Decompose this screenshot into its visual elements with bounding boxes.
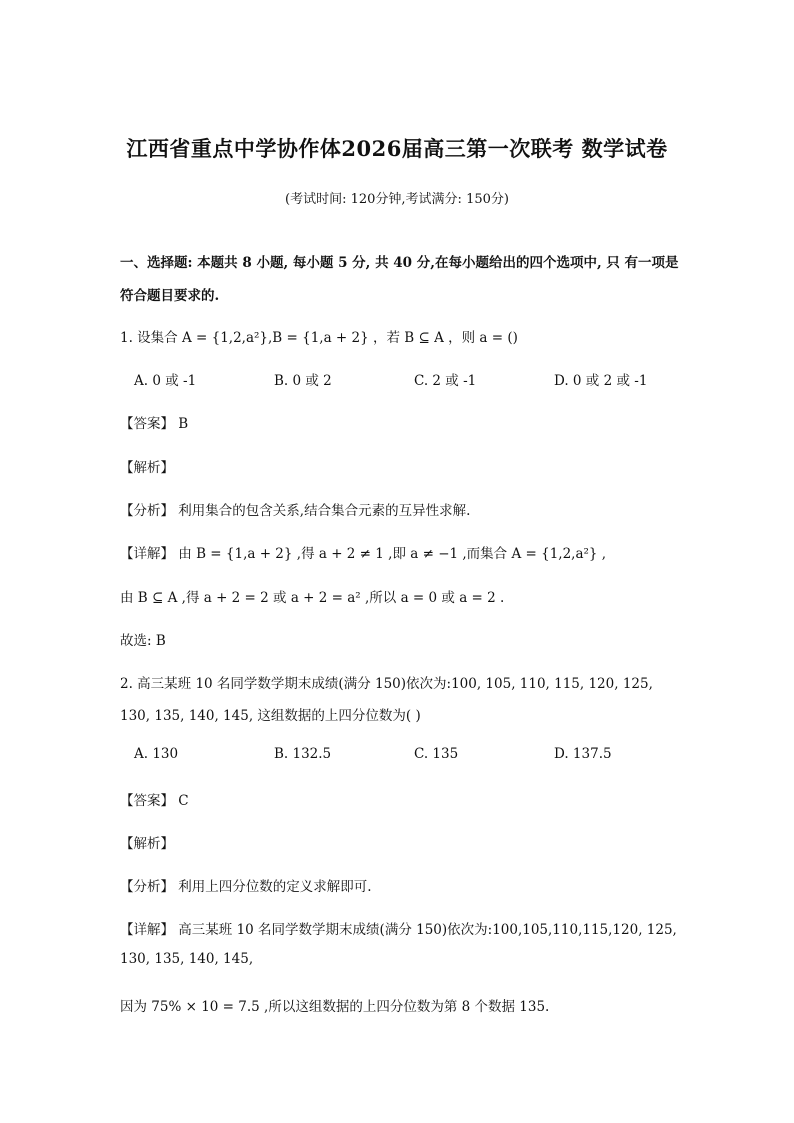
q1-option-a: A. 0 或 -1	[134, 373, 197, 389]
exam-info: (考试时间: 120分钟,考试满分: 150分)	[285, 192, 509, 207]
q2-option-d: D. 137.5	[554, 746, 612, 762]
q1-detail-line-2: 由 B ⊆ A ,得 a + 2 = 2 或 a + 2 = a² ,所以 a = 0 或 a = 2 .	[120, 590, 505, 606]
q2-solution-label: 【解析】	[120, 836, 174, 852]
q1-option-b: B. 0 或 2	[274, 373, 332, 389]
document-title: 江西省重点中学协作体2026届高三第一次联考 数学试卷	[126, 136, 668, 161]
question-1-stem: 1. 设集合 A = {1,2,a²},B = {1,a + 2} ，若 B ⊆ A ，则 a = ()	[120, 330, 518, 346]
q2-detail-line-1: 【详解】 高三某班 10 名同学数学期末成绩(满分 150)依次为:100,105,110,115,120, 125,	[120, 922, 677, 938]
q2-analysis: 【分析】 利用上四分位数的定义求解即可.	[120, 879, 372, 895]
question-2-stem-line-1: 2. 高三某班 10 名同学数学期末成绩(满分 150)依次为:100, 105, 110, 115, 120, 125,	[120, 676, 653, 692]
q2-detail-line-3: 因为 75% × 10 = 7.5 ,所以这组数据的上四分位数为第 8 个数据 135.	[120, 999, 550, 1015]
q2-option-a: A. 130	[134, 746, 179, 762]
q1-option-c: C. 2 或 -1	[414, 373, 477, 389]
q2-option-c: C. 135	[414, 746, 459, 762]
q1-conclusion: 故选: B	[120, 633, 166, 649]
question-2-stem-line-2: 130, 135, 140, 145, 这组数据的上四分位数为( )	[120, 708, 421, 724]
q2-detail-line-2: 130, 135, 140, 145,	[120, 951, 254, 967]
section-heading: 一、选择题: 本题共 8 小题, 每小题 5 分, 共 40 分,在每小题给出的四个选项中, 只 有一项是	[120, 255, 679, 271]
q1-option-d: D. 0 或 2 或 -1	[554, 373, 648, 389]
q2-answer: 【答案】 C	[120, 793, 189, 809]
q1-analysis: 【分析】 利用集合的包含关系,结合集合元素的互异性求解.	[120, 503, 471, 519]
q1-answer: 【答案】 B	[120, 416, 189, 432]
q1-detail-line-1: 【详解】 由 B = {1,a + 2} ,得 a + 2 ≠ 1 ,即 a ≠ −1 ,而集合 A = {1,2,a²} ,	[120, 546, 607, 562]
q2-option-b: B. 132.5	[274, 746, 332, 762]
section-heading-cont: 符合题目要求的.	[120, 288, 220, 304]
q1-solution-label: 【解析】	[120, 460, 174, 476]
